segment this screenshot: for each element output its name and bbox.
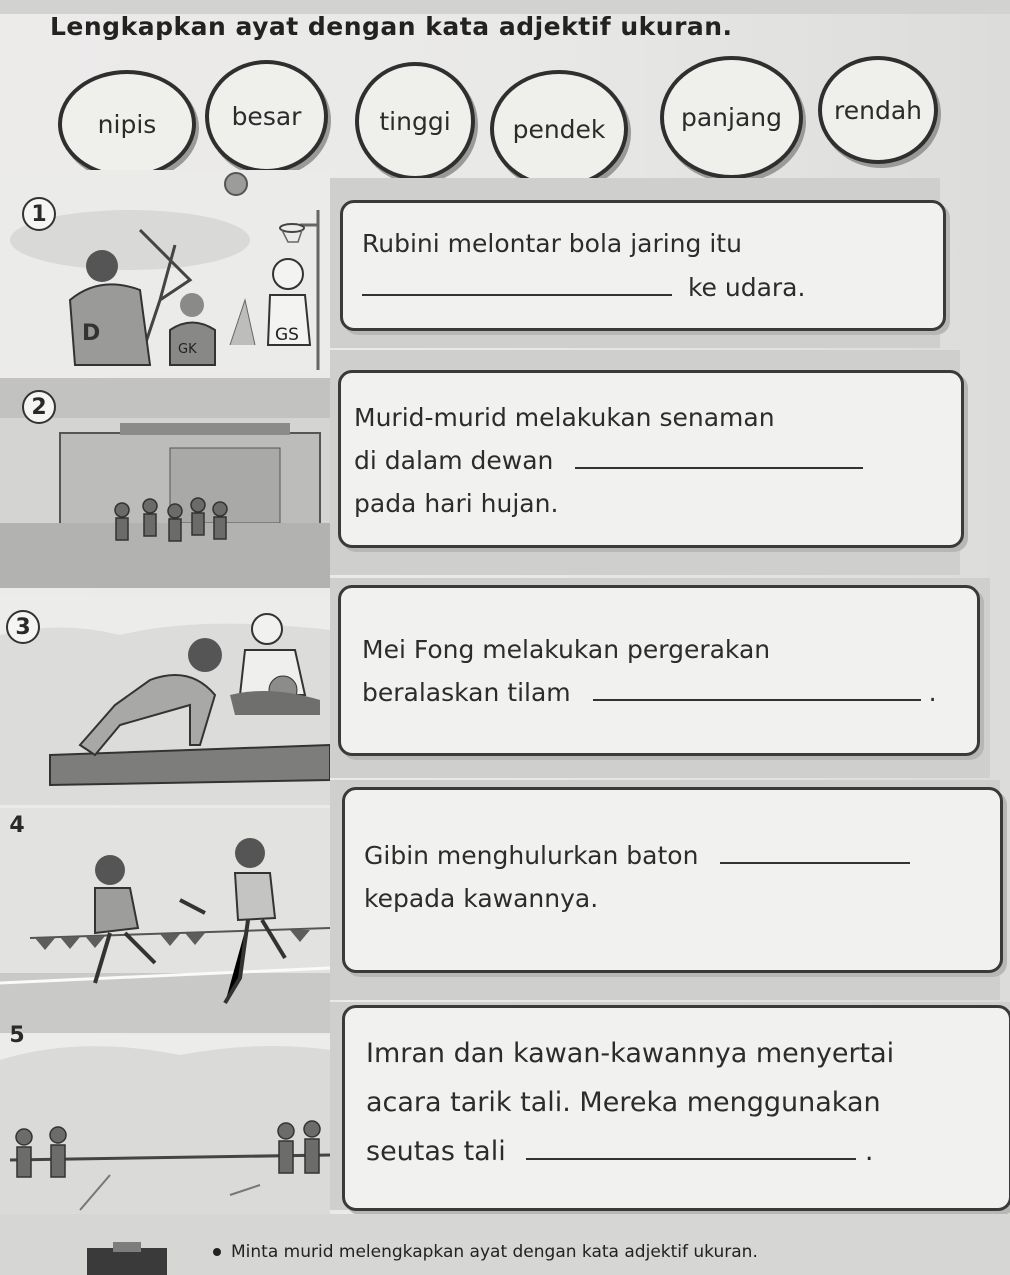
- question-3-prefix: beralaskan tilam: [362, 678, 571, 707]
- word-oval: tinggi: [355, 62, 475, 180]
- question-3-line-1: Mei Fong melakukan pergerakan: [362, 635, 771, 664]
- instruction-heading: Lengkapkan ayat dengan kata adjektif ukuran.: [50, 12, 733, 41]
- question-5-prefix: seutas tali: [366, 1136, 506, 1167]
- question-2-prefix: di dalam dewan: [354, 446, 554, 475]
- tug-of-war-scene-image: [0, 1035, 330, 1215]
- jersey-label-gs: GS: [275, 325, 299, 345]
- question-5-line-2: acara tarik tali. Mereka menggunakan: [366, 1087, 881, 1118]
- question-2-line-2: [354, 439, 863, 483]
- bullet-icon: [213, 1248, 221, 1256]
- question-4-line-2: kepada kawannya.: [364, 884, 599, 913]
- answer-blank[interactable]: [362, 268, 672, 296]
- question-3-line-2: [362, 671, 937, 715]
- word-oval: panjang: [660, 56, 803, 179]
- word-oval: nipis: [58, 70, 196, 178]
- relay-scene-image: [0, 808, 330, 1033]
- word-oval: besar: [205, 60, 328, 173]
- question-4-prefix: Gibin menghulurkan baton: [364, 841, 699, 870]
- question-number: 1: [22, 197, 56, 231]
- mat-exercise-illustration: [0, 595, 330, 805]
- question-2-line-3: pada hari hujan.: [354, 489, 559, 518]
- question-2-line-1: Murid-murid melakukan senaman: [354, 403, 775, 432]
- question-1-line-2: [362, 266, 805, 310]
- mat-scene-image: [0, 595, 330, 805]
- question-number: 2: [22, 390, 56, 424]
- relay-illustration: [0, 808, 330, 1033]
- answer-blank[interactable]: [720, 836, 910, 864]
- question-number: 4: [9, 812, 25, 838]
- question-3-end: .: [928, 678, 937, 707]
- question-1-suffix: ke udara.: [687, 273, 806, 302]
- question-5-line-3: [366, 1130, 874, 1174]
- teacher-note: [213, 1242, 758, 1262]
- answer-blank[interactable]: [575, 441, 863, 469]
- question-5-line-1: Imran dan kawan-kawannya menyertai: [366, 1038, 895, 1069]
- question-number: 3: [6, 610, 40, 644]
- word-oval: pendek: [490, 70, 628, 188]
- jersey-label-gk: GK: [178, 342, 197, 357]
- word-oval: rendah: [818, 56, 938, 164]
- question-1-line-1: Rubini melontar bola jaring itu: [362, 229, 742, 258]
- question-number: 5: [9, 1022, 25, 1048]
- answer-blank[interactable]: [526, 1132, 856, 1160]
- answer-blank[interactable]: [593, 673, 921, 701]
- clipboard-icon: [85, 1242, 170, 1275]
- question-5-end: .: [864, 1136, 874, 1167]
- jersey-label-d: D: [82, 321, 101, 346]
- question-4-line-1: [364, 834, 910, 878]
- teacher-note-text: Minta murid melengkapkan ayat dengan kata adjektif ukuran.: [231, 1242, 758, 1262]
- tug-of-war-illustration: [0, 1035, 330, 1215]
